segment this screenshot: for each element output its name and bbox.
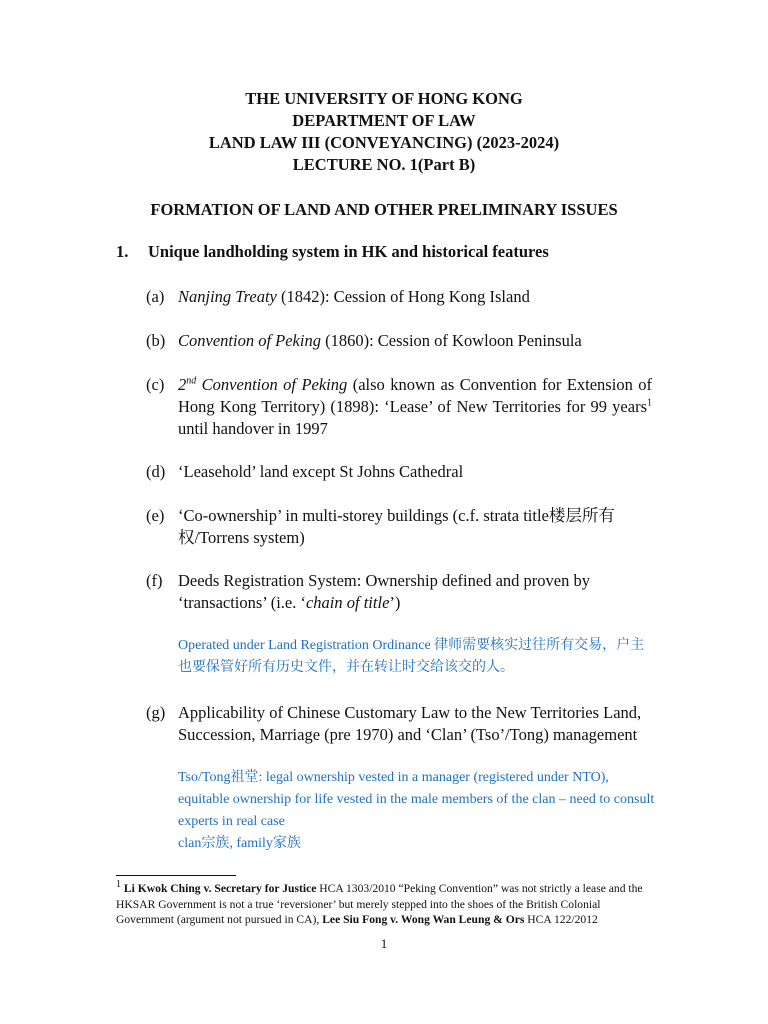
item-f-annotation: Operated under Land Registration Ordinance 律师需要核实过往所有交易，户主也要保管好所有历史文件，并在转让时交给该交的人。 [178, 638, 645, 675]
course-heading: LAND LAW III (CONVEYANCING) (2023-2024) [208, 133, 560, 152]
item-g-text: Applicability of Chinese Customary Law to the New Territories Land, Succession, Marriage (pre 1970) and ‘Clan’ (Tso’/Tong) management [178, 703, 642, 744]
item-g-annotation-clan: clan宗族, family家族 [178, 836, 301, 851]
item-e-text: ‘Co-ownership’ in multi-storey buildings (c.f. strata title楼层所有权/Torrens system) [178, 506, 615, 547]
page-number: 1 [380, 936, 388, 951]
item-e-label: (e) [146, 506, 165, 525]
footnote-reference: 1 [647, 397, 652, 409]
footnote: $^1$ Li Kwok Ching v. Secretary for Justice HCA 1303/2010 “Peking Convention” was not strictly a lease and the HKSAR Government is not a true ‘reversioner’ but merely stepped into the shoes of the British Colonial Government (argument not pursued in CA), Lee Siu Fong v. Wong Wan Leung & Ors HCA 122/2012 [116, 879, 643, 926]
topic-heading: FORMATION OF LAND AND OTHER PRELIMINARY ISSUES [150, 200, 618, 219]
department-heading: DEPARTMENT OF LAW [292, 111, 476, 130]
item-g-annotation: Tso/Tong祖堂: legal ownership vested in a manager (registered under NTO), equitable ownership for life vested in the male members of the clan – need to consult experts in real case [178, 770, 655, 829]
item-f-label: (f) [146, 571, 163, 590]
item-c-text: 2nd Convention of Peking (also known as Convention for Extension of Hong Kong Territory) (1898): ‘Lease’ of New Territories for 99 years$^1$ until handover in 1997 [178, 375, 652, 438]
footnote-separator [116, 875, 236, 876]
item-d-text: ‘Leasehold’ land except St Johns Cathedral [178, 462, 464, 481]
item-f-text: Deeds Registration System: Ownership defined and proven by ‘transactions’ (i.e. ‘chain of title’) [178, 571, 590, 612]
item-a-rest: (1842): Cession of Hong Kong Island [276, 287, 530, 306]
item-a-treaty-name: Nanjing Treaty [178, 287, 277, 306]
item-b-text [178, 330, 652, 352]
lecture-heading: LECTURE NO. 1(Part B) [292, 155, 476, 174]
section-title: Unique landholding system in HK and historical features [148, 242, 549, 261]
section-number: 1. [116, 242, 129, 261]
footnote-case-1: Li Kwok Ching v. Secretary for Justice [123, 882, 317, 895]
item-b-convention-name: Convention of Peking [178, 331, 321, 350]
university-heading: THE UNIVERSITY OF HONG KONG [245, 89, 523, 108]
item-a-label: (a) [146, 287, 165, 306]
footnote-case-2: Lee Siu Fong v. Wong Wan Leung & Ors [322, 913, 525, 926]
item-c-label: (c) [146, 375, 165, 394]
item-c-convention-name: 2nd Convention of Peking [178, 375, 348, 394]
item-d-label: (d) [146, 462, 166, 481]
item-b-rest: (1860): Cession of Kowloon Peninsula [320, 331, 582, 350]
item-a-text [178, 286, 652, 308]
item-b-label: (b) [146, 331, 166, 350]
item-g-label: (g) [146, 703, 166, 722]
